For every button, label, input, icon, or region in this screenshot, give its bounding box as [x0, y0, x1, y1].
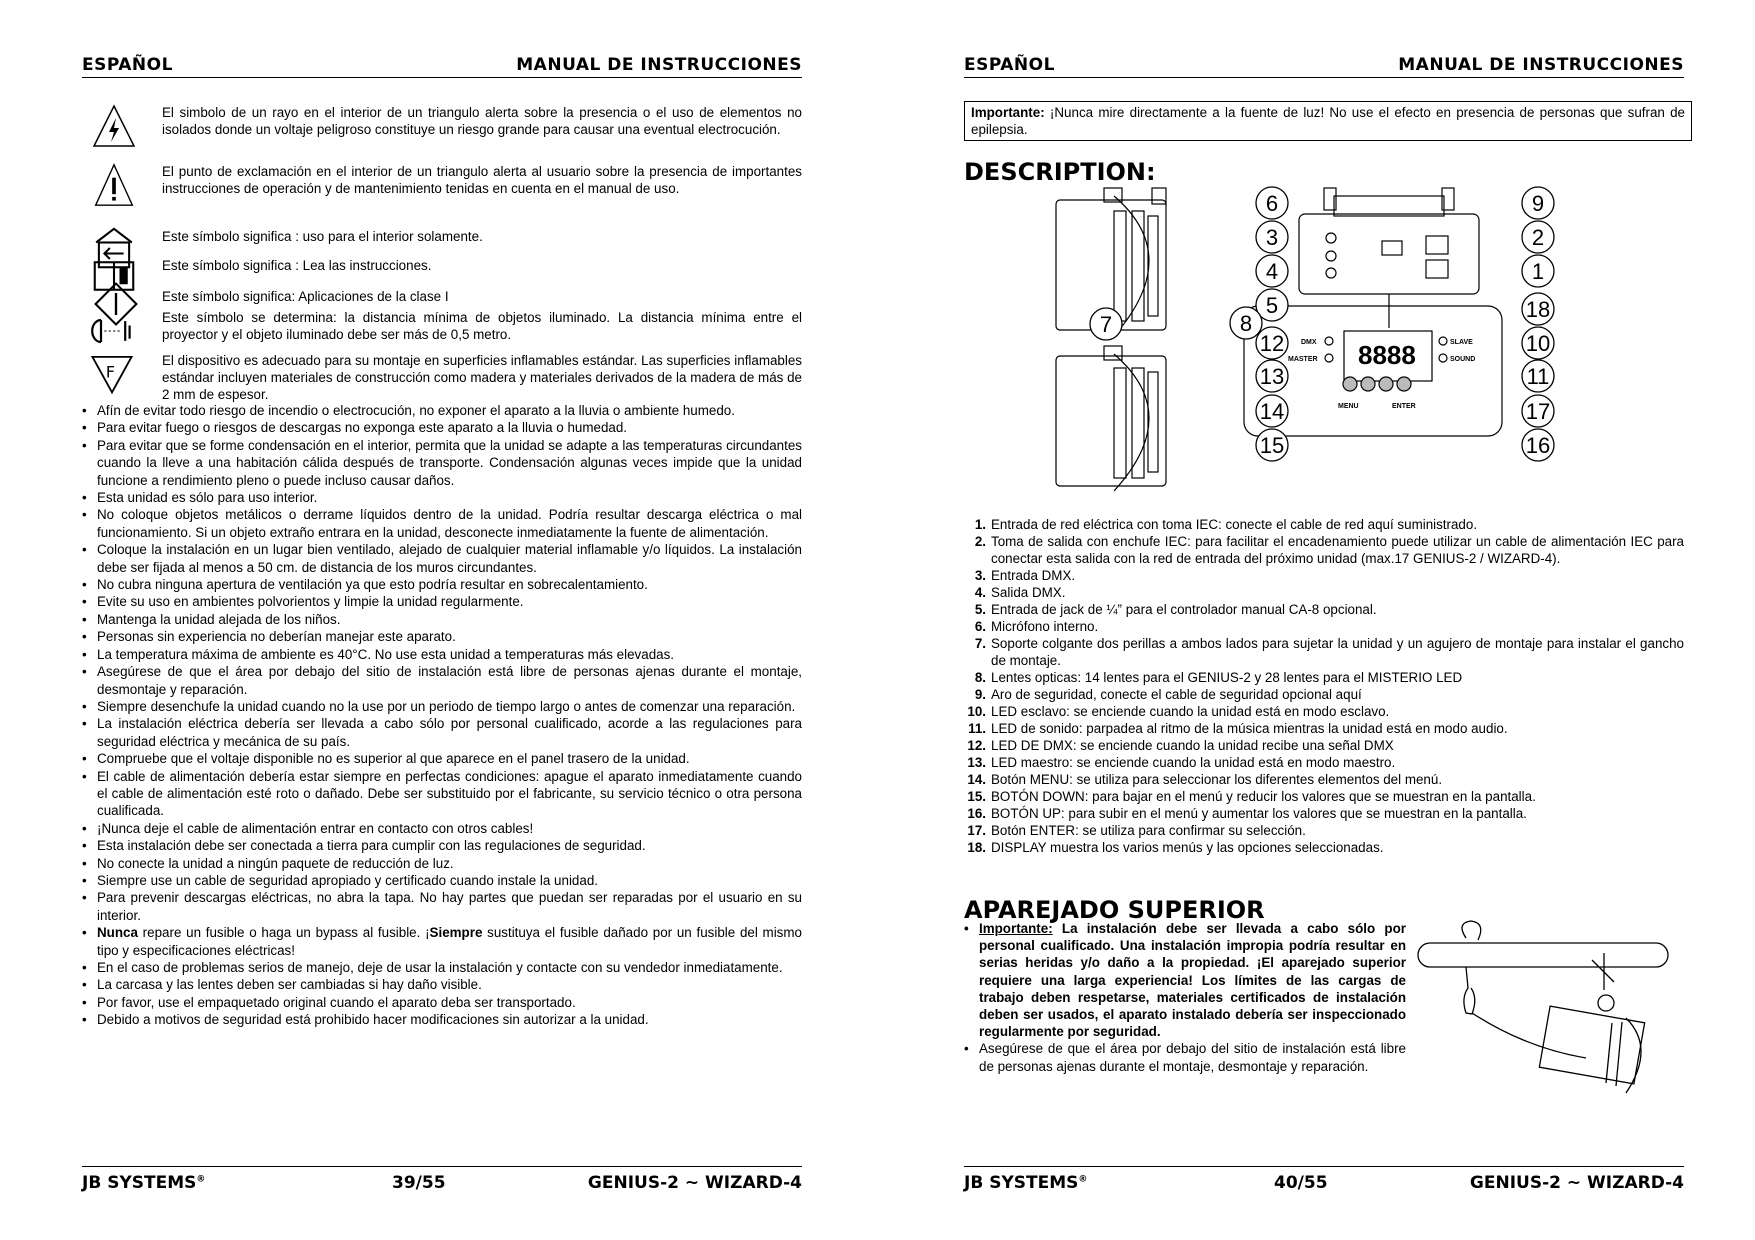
rigging-bullet: • Asegúrese de que el área por debajo del sitio de instalación está libre de personas ajenas durante el montaje, desmontaje y reparación. — [964, 1040, 1406, 1074]
item-text: LED DE DMX: se enciende cuando la unidad recibe una señal DMX — [991, 738, 1394, 753]
parts-list-item — [964, 771, 1684, 788]
callout-number: 13 — [1259, 364, 1285, 389]
callout-number: 12 — [1259, 331, 1285, 356]
symbol-text: El simbolo de un rayo en el interior de un triangulo alerta sobre la presencia o el uso de elementos no isolados donde un voltaje peligroso constituye un riesgo grande para causar una eventual electrocución. — [162, 105, 802, 137]
header-language: ESPAÑOL — [964, 55, 1055, 75]
enter-label: ENTER — [1392, 403, 1416, 410]
callout-number: 16 — [1525, 433, 1551, 458]
item-text: LED esclavo: se enciende cuando la unidad está en modo esclavo. — [991, 704, 1390, 719]
safety-bullet: • Personas sin experiencia no deberían manejar este aparato. — [82, 628, 802, 645]
callout-number: 3 — [1265, 225, 1279, 250]
item-number: 3. — [974, 568, 986, 583]
item-number: 9. — [974, 687, 986, 702]
footer-brand: JB SYSTEMS® — [82, 1173, 206, 1193]
symbol-text: El dispositivo es adecuado para su montaje en superficies inflamables estándar. Las superficies inflamables estándar incluyen materiales de construcción como madera y materiales derivados de la madera de más de 2 mm de espesor. — [162, 353, 802, 402]
item-number: 4. — [974, 585, 986, 600]
callout-number: 6 — [1265, 191, 1279, 216]
parts-list-item — [964, 788, 1684, 805]
header-title: MANUAL DE INSTRUCCIONES — [516, 55, 802, 75]
parts-list-item — [964, 533, 1684, 567]
device-diagram — [1044, 186, 1644, 498]
lightning-triangle-icon — [92, 104, 136, 148]
warning-label: Importante: — [971, 105, 1045, 120]
safety-bullet: • Siempre desenchufe la unidad cuando no la use por un periodo de tiempo largo o antes de comenzar una reparación. — [82, 698, 802, 715]
safety-bullet: • La temperatura máxima de ambiente es 40°C. No use esta unidad a temperaturas más elevadas. — [82, 646, 802, 663]
item-number: 10. — [967, 704, 986, 719]
symbol-text: Este símbolo significa: Aplicaciones de la clase I — [162, 289, 449, 304]
item-number: 6. — [974, 619, 986, 634]
item-text: Entrada de jack de ¼” para el controlador manual CA-8 opcional. — [991, 602, 1377, 617]
device-rear-panel — [1299, 188, 1479, 328]
warning-box — [964, 101, 1692, 141]
right-page — [964, 0, 1684, 1240]
rigging-illustration — [1416, 918, 1671, 1113]
item-text: Entrada de red eléctrica con toma IEC: conecte el cable de red aquí suministrado. — [991, 517, 1478, 532]
item-number: 2. — [974, 534, 986, 549]
item-number: 8. — [974, 670, 986, 685]
footer-model: GENIUS-2 ~ WIZARD-4 — [587, 1173, 802, 1193]
page-header — [964, 55, 1684, 78]
parts-list-item — [964, 601, 1684, 618]
page-footer — [964, 1166, 1684, 1193]
menu-label: MENU — [1338, 403, 1359, 410]
callout-number: 17 — [1525, 399, 1551, 424]
dmx-label: DMX — [1301, 339, 1317, 346]
callout-number: 8 — [1239, 311, 1253, 336]
svg-text:F: F — [105, 362, 116, 382]
minimum-distance-icon — [90, 309, 134, 353]
callout-number: 11 — [1526, 364, 1550, 389]
item-number: 12. — [967, 738, 986, 753]
rigging-list — [964, 920, 1406, 1075]
item-number: 18. — [967, 840, 986, 855]
callout-number: 5 — [1265, 293, 1279, 318]
parts-list-item — [964, 822, 1684, 839]
page-header — [82, 55, 802, 78]
safety-bullet: • Asegúrese de que el área por debajo del sitio de instalación está libre de personas ajenas durante el montaje, desmontaje y reparación. — [82, 663, 802, 698]
item-number: 1. — [974, 517, 986, 532]
warning-text: ¡Nunca mire directamente a la fuente de luz! No use el efecto en presencia de personas que sufran de epilepsia. — [971, 105, 1685, 137]
parts-list — [964, 516, 1684, 856]
parts-list-item — [964, 754, 1684, 771]
safety-bullet: • El cable de alimentación debería estar siempre en perfectas condiciones: apague el aparato inmediatamente cuando el cable de alimentación esté roto o dañado. Debe ser substituido por el fabricante, su servicio técnico o otra persona cualificada. — [82, 768, 802, 820]
parts-list-item — [964, 686, 1684, 703]
safety-bullet: • Evite su uso en ambientes polvorientos y limpie la unidad regularmente. — [82, 593, 802, 610]
safety-bullet: • No conecte la unidad a ningún paquete de reducción de luz. — [82, 855, 802, 872]
callout-number: 4 — [1265, 259, 1279, 284]
parts-list-item — [964, 669, 1684, 686]
page-footer — [82, 1166, 802, 1193]
header-language: ESPAÑOL — [82, 55, 173, 75]
symbol-text: Este símbolo se determina: la distancia mínima de objetos iluminado. La distancia mínima entre el proyector y el objeto iluminado debe ser más de 0,5 metro. — [162, 310, 802, 342]
parts-list-item — [964, 516, 1684, 533]
safety-bullet: • Debido a motivos de seguridad está prohibido hacer modificaciones sin autorizar a la unidad. — [82, 1011, 802, 1028]
item-number: 15. — [967, 789, 986, 804]
item-text: Soporte colgante dos perillas a ambos lados para sujetar la unidad y un agujero de montaje para instalar el gancho de montaje. — [991, 636, 1684, 668]
safety-bullet: • Siempre use un cable de seguridad apropiado y certificado cuando instale la unidad. — [82, 872, 802, 889]
footer-model: GENIUS-2 ~ WIZARD-4 — [1469, 1173, 1684, 1193]
safety-bullet: • No coloque objetos metálicos o derrame líquidos dentro de la unidad. Podría resultar descarga eléctrica o mal funcionamiento. Si un objeto extraño entrara en la unidad, desconecte inmediatamente la fuente de alimentación. — [82, 506, 802, 541]
safety-bullet: • Para evitar que se forme condensación en el interior, permita que la unidad se adapte a las temperaturas circundantes cuando la lleve a una habitación cálida después de transporte. Condensación algunas veces impide que la unidad funcione a rendimiento pleno o puede incluso causar daños. — [82, 437, 802, 489]
slave-label: SLAVE — [1450, 339, 1473, 346]
flammable-surface-icon — [90, 352, 134, 396]
parts-list-item — [964, 567, 1684, 584]
header-title: MANUAL DE INSTRUCCIONES — [1398, 55, 1684, 75]
item-number: 11. — [968, 721, 986, 736]
item-number: 13. — [967, 755, 986, 770]
description-heading: DESCRIPTION: — [964, 158, 1156, 186]
parts-list-item — [964, 618, 1684, 635]
item-text: LED de sonido: parpadea al ritmo de la música mientras la unidad está en modo audio. — [991, 721, 1508, 736]
safety-bullet: • La carcasa y las lentes deben ser cambiadas si hay daño visible. — [82, 976, 802, 993]
rigging-warning: • Importante: La instalación debe ser llevada a cabo sólo por personal cualificado. Una instalación impropia podría resultar en serias heridas y/o daño a la propiedad. ¡El aparejado superior requiere una larga experiencia! Los límites de las cargas de trabajo deben respetarse, materiales certificados de instalación deben ser usados, el aparato instalado debería ser inspeccionado regularmente por seguridad. — [964, 920, 1406, 1040]
callout-number: 15 — [1259, 433, 1285, 458]
callout-number: 2 — [1531, 225, 1545, 250]
safety-bullet: • La instalación eléctrica debería ser llevada a cabo sólo por personal cualificado, acorde a las regulaciones para seguridad eléctrica y mecánica de su país. — [82, 715, 802, 750]
symbol-text: El punto de exclamación en el interior de un triangulo alerta al usuario sobre la presencia de importantes instrucciones de operación y de mantenimiento tenidas en cuenta en el manual de uso. — [162, 164, 802, 196]
safety-bullet: • Mantenga la unidad alejada de los niños. — [82, 611, 802, 628]
rigging-heading: APAREJADO SUPERIOR — [964, 896, 1265, 924]
item-text: Salida DMX. — [991, 585, 1066, 600]
safety-bullet: • Esta instalación debe ser conectada a tierra para cumplir con las regulaciones de seguridad. — [82, 837, 802, 854]
parts-list-item — [964, 703, 1684, 720]
safety-bullet: • Nunca repare un fusible o haga un bypass al fusible. ¡Siempre sustituya el fusible dañado por un fusible del mismo tipo y especificaciones eléctricas! — [82, 924, 802, 959]
item-text: Toma de salida con enchufe IEC: para facilitar el encadenamiento puede utilizar un cable de alimentación IEC para conectar esta salida con la red de entrada del próximo unidad (max.17 GENIUS-2 / WIZARD-4). — [991, 534, 1684, 566]
item-text: Micrófono interno. — [991, 619, 1099, 634]
safety-bullet: • En el caso de problemas serios de manejo, deje de usar la instalación y contacte con su vendedor inmediatamente. — [82, 959, 802, 976]
safety-bullet: • Esta unidad es sólo para uso interior. — [82, 489, 802, 506]
footer-brand: JB SYSTEMS® — [964, 1173, 1088, 1193]
safety-bullet: • No cubra ninguna apertura de ventilación ya que esto podría resultar en sobrecalentamiento. — [82, 576, 802, 593]
safety-list — [82, 402, 802, 1029]
master-label: MASTER — [1288, 356, 1318, 363]
item-text: LED maestro: se enciende cuando la unidad está en modo maestro. — [991, 755, 1396, 770]
exclamation-triangle-icon — [92, 163, 136, 207]
parts-list-item — [964, 720, 1684, 737]
sound-label: SOUND — [1450, 356, 1476, 363]
item-text: Botón MENU: se utiliza para seleccionar los diferentes elementos del menú. — [991, 772, 1443, 787]
parts-list-item — [964, 584, 1684, 601]
safety-bullet: • Para evitar fuego o riesgos de descargas no exponga este aparato a la lluvia o humedad. — [82, 419, 802, 436]
safety-bullet: • Por favor, use el empaquetado original cuando el aparato deba ser transportado. — [82, 994, 802, 1011]
parts-list-item — [964, 805, 1684, 822]
item-text: BOTÓN DOWN: para bajar en el menú y reducir los valores que se muestran en la pantalla. — [991, 789, 1536, 804]
item-number: 16. — [967, 806, 986, 821]
callout-number: 14 — [1259, 399, 1285, 424]
safety-bullet: • Afín de evitar todo riesgo de incendio o electrocución, no exponer el aparato a la lluvia o ambiente humedo. — [82, 402, 802, 419]
parts-list-item — [964, 839, 1684, 856]
callout-number: 1 — [1531, 259, 1545, 284]
item-text: Botón ENTER: se utiliza para confirmar su selección. — [991, 823, 1306, 838]
display-digits: 8888 — [1358, 340, 1416, 370]
page-number: 40/55 — [1274, 1173, 1328, 1193]
page-number: 39/55 — [392, 1173, 446, 1193]
callout-number: 18 — [1525, 297, 1551, 322]
item-number: 14. — [967, 772, 986, 787]
left-page — [82, 0, 802, 1240]
item-number: 5. — [974, 602, 986, 617]
safety-bullet: • Compruebe que el voltaje disponible no es superior al que aparece en el panel trasero de la unidad. — [82, 750, 802, 767]
safety-bullet: • Para prevenir descargas eléctricas, no abra la tapa. No hay partes que puedan ser reparadas por el usuario en su interior. — [82, 889, 802, 924]
item-text: Aro de seguridad, conecte el cable de seguridad opcional aquí — [991, 687, 1362, 702]
callout-number: 10 — [1525, 331, 1551, 356]
parts-list-item — [964, 737, 1684, 754]
safety-bullet: • ¡Nunca deje el cable de alimentación entrar en contacto con otros cables! — [82, 820, 802, 837]
item-text: Entrada DMX. — [991, 568, 1076, 583]
item-number: 17. — [967, 823, 986, 838]
parts-list-item — [964, 635, 1684, 669]
callout-number: 7 — [1099, 312, 1113, 337]
safety-bullet: • Coloque la instalación en un lugar bien ventilado, alejado de cualquier material inflamable y/o líquidos. La instalación debe ser fijada al menos a 50 cm. de distancia de los muros circundantes. — [82, 541, 802, 576]
item-text: DISPLAY muestra los varios menús y las opciones seleccionadas. — [991, 840, 1384, 855]
callout-number: 9 — [1531, 191, 1545, 216]
item-text: Lentes opticas: 14 lentes para el GENIUS-2 y 28 lentes para el MISTERIO LED — [991, 670, 1463, 685]
symbol-text: Este símbolo significa : Lea las instrucciones. — [162, 258, 432, 273]
symbol-text: Este símbolo significa : uso para el interior solamente. — [162, 229, 483, 244]
item-text: BOTÓN UP: para subir en el menú y aumentar los valores que se muestran en la pantalla. — [991, 806, 1527, 821]
item-number: 7. — [974, 636, 986, 651]
